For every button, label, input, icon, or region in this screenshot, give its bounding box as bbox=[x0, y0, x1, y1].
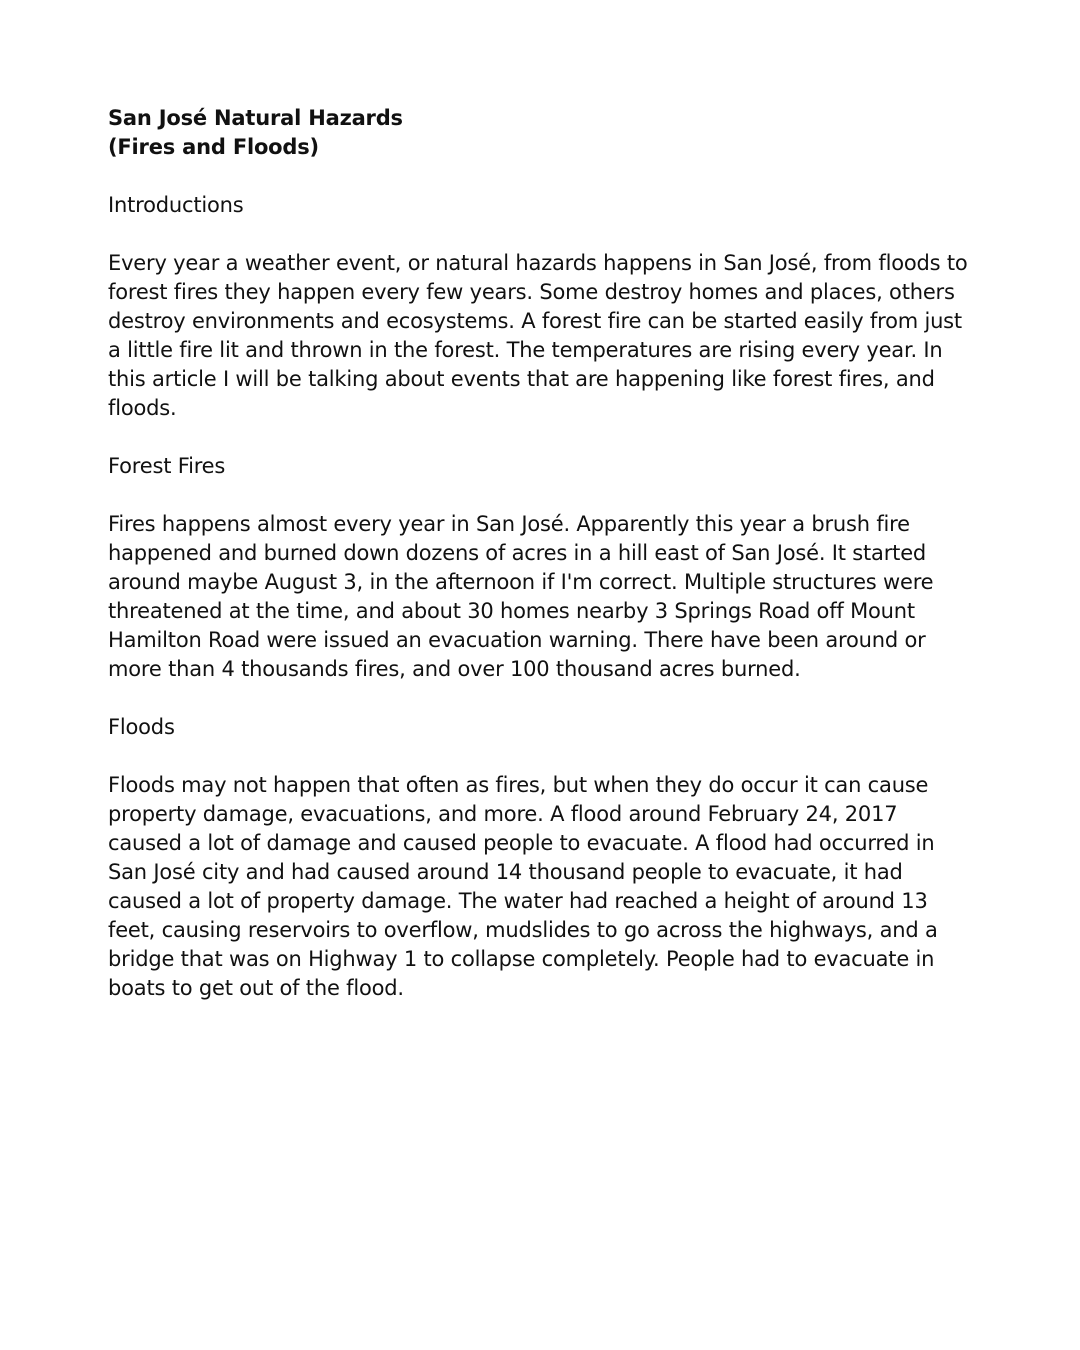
section-heading-forest-fires: Forest Fires bbox=[108, 454, 226, 478]
section-body-introductions: Every year a weather event, or natural hazards happens in San José, from floods to forest fires they happen every few years. Some destroy homes and places, others destroy environments and ecosystems. A forest fire can be started easily from just a little fire lit and thrown in the forest. The temperatures are rising every year. In this article I will be talking about events that are happening like forest fires, and floods. bbox=[108, 251, 968, 420]
section-body-floods: Floods may not happen that often as fires, but when they do occur it can cause property damage, evacuations, and more. A flood around February 24, 2017 caused a lot of damage and caused people to evacuate. A flood had occurred in San José city and had caused around 14 thousand people to evacuate, it had caused a lot of property damage. The water had reached a height of around 13 feet, causing reservoirs to overflow, mudslides to go across the highways, and a bridge that was on Highway 1 to collapse completely. People had to evacuate in boats to get out of the flood. bbox=[108, 773, 938, 1000]
document-page bbox=[108, 104, 972, 1003]
section-body-forest-fires: Fires happens almost every year in San José. Apparently this year a brush fire happened and burned down dozens of acres in a hill east of San José. It started around maybe August 3, in the afternoon if I'm correct. Multiple structures were threatened at the time, and about 30 homes nearby 3 Springs Road off Mount Hamilton Road were issued an evacuation warning. There have been around or more than 4 thousands fires, and over 100 thousand acres burned. bbox=[108, 512, 934, 681]
section-heading-floods: Floods bbox=[108, 715, 175, 739]
title-line-2: (Fires and Floods) bbox=[108, 135, 319, 159]
section-heading-introductions: Introductions bbox=[108, 193, 244, 217]
document-title bbox=[108, 104, 972, 162]
title-line-1: San José Natural Hazards bbox=[108, 106, 403, 130]
